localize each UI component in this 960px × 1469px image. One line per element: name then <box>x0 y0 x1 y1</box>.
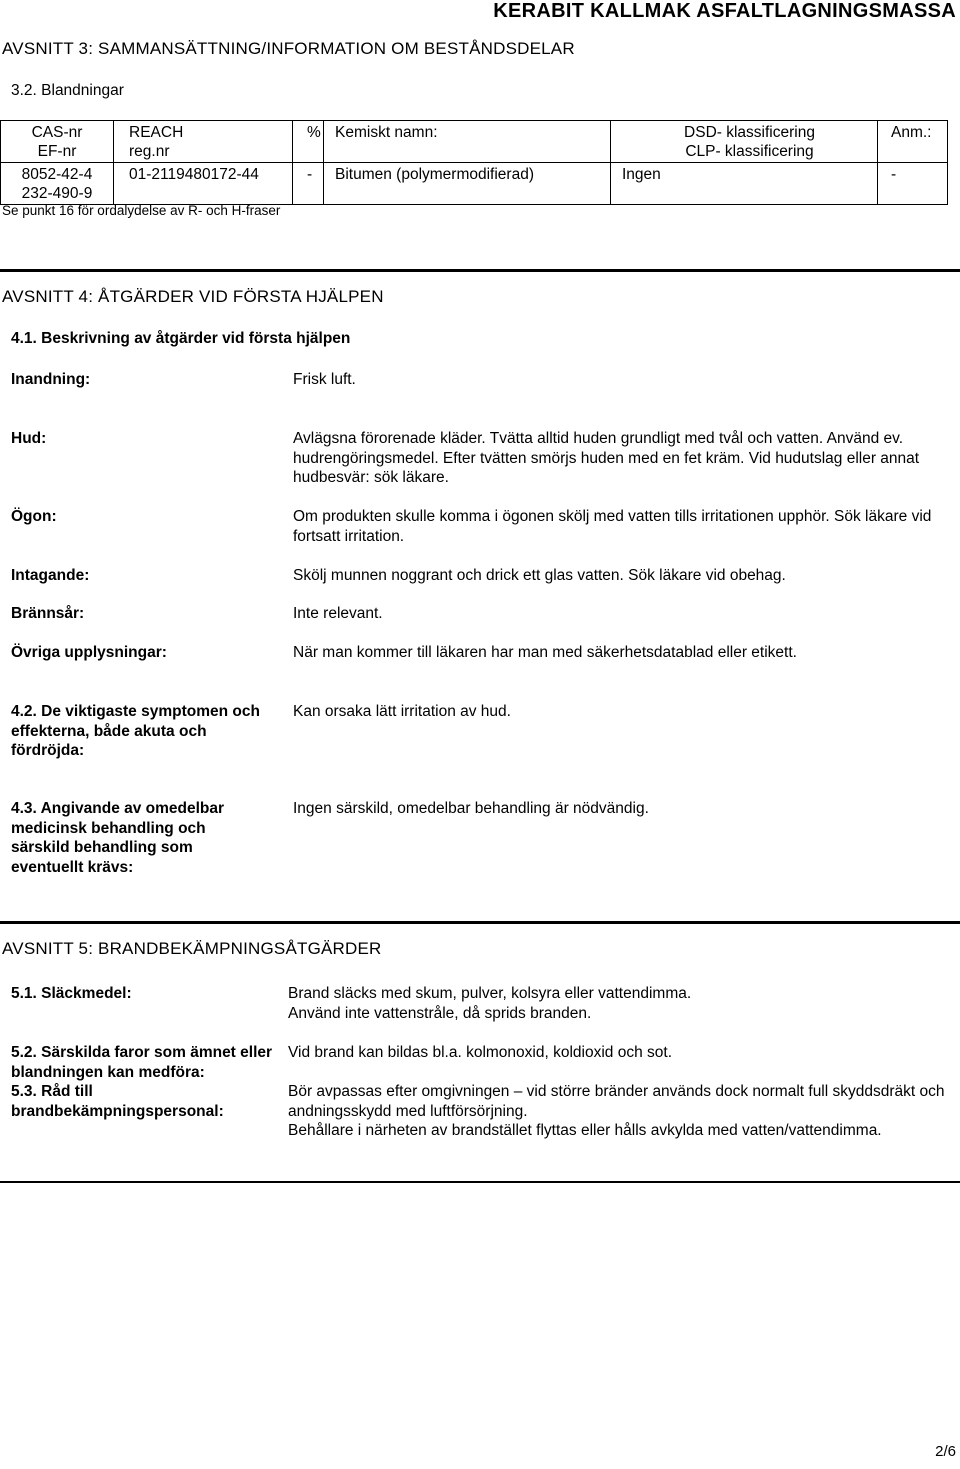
section-divider <box>0 921 960 924</box>
table-header-row <box>1 121 948 163</box>
chemical-name-header: Kemiskt namn: <box>324 121 611 163</box>
cas-cell: 8052-42-4 232-490-9 <box>1 163 114 205</box>
section4-title: AVSNITT 4: ÅTGÄRDER VID FÖRSTA HJÄLPEN <box>2 287 384 306</box>
eyes-label: Ögon: <box>11 508 57 525</box>
product-title: KERABIT KALLMAK ASFALTLAGNINGSMASSA <box>493 0 956 22</box>
other-info-label: Övriga upplysningar: <box>11 644 167 661</box>
percent-cell: - <box>293 163 324 205</box>
inhalation-label: Inandning: <box>11 371 91 388</box>
burns-label: Brännsår: <box>11 605 85 622</box>
treatment-label: 4.3. Angivande av omedelbar medicinsk behandling och särskild behandling som eventuellt krävs: <box>11 800 225 876</box>
classification-header: DSD- klassificering CLP- klassificering <box>611 121 878 163</box>
other-info-text: När man kommer till läkaren har man med säkerhetsdatablad eller etikett. <box>293 644 797 661</box>
page-number: 2/6 <box>935 1443 956 1460</box>
firefighter-advice-label: 5.3. Råd till brandbekämpningspersonal: <box>11 1083 224 1120</box>
chemical-name-cell: Bitumen (polymermodifierad) <box>324 163 611 205</box>
table-row <box>1 163 948 205</box>
burns-text: Inte relevant. <box>293 605 383 622</box>
section5-title: AVSNITT 5: BRANDBEKÄMPNINGSÅTGÄRDER <box>2 939 382 958</box>
section-divider <box>0 1181 960 1183</box>
symptoms-text: Kan orsaka lätt irritation av hud. <box>293 703 511 720</box>
eyes-text: Om produkten skulle komma i ögonen skölj med vatten tills irritationen upphör. Sök läkare vid fortsatt irritation. <box>293 508 932 545</box>
treatment-text: Ingen särskild, omedelbar behandling är nödvändig. <box>293 800 649 817</box>
skin-label: Hud: <box>11 430 47 447</box>
inhalation-text: Frisk luft. <box>293 371 356 388</box>
special-hazards-text: Vid brand kan bildas bl.a. kolmonoxid, koldioxid och sot. <box>288 1044 672 1061</box>
remarks-cell: - <box>878 163 948 205</box>
firefighter-advice-text: Bör avpassas efter omgivningen – vid större bränder används dock normalt full skyddsdräkt och andningsskydd med luftförsörjning. Behållare i närheten av brandstället flyttas eller hålls avkylda med vatten/vattendimma. <box>288 1083 945 1139</box>
composition-table <box>0 120 948 205</box>
section4-subtitle: 4.1. Beskrivning av åtgärder vid första hjälpen <box>11 330 351 347</box>
symptoms-label: 4.2. De viktigaste symptomen och effekterna, både akuta och fördröjda: <box>11 703 260 759</box>
ingestion-label: Intagande: <box>11 567 90 584</box>
remarks-header: Anm.: <box>878 121 948 163</box>
cas-header: CAS-nr EF-nr <box>1 121 114 163</box>
r-h-phrases-note: Se punkt 16 för ordalydelse av R- och H-fraser <box>2 203 281 218</box>
reach-header: REACH reg.nr <box>114 121 293 163</box>
classification-cell: Ingen <box>611 163 878 205</box>
extinguishing-label: 5.1. Släckmedel: <box>11 985 132 1002</box>
section-divider <box>0 269 960 272</box>
special-hazards-label: 5.2. Särskilda faror som ämnet eller blandningen kan medföra: <box>11 1044 273 1081</box>
extinguishing-text: Brand släcks med skum, pulver, kolsyra eller vattendimma. Använd inte vattenstråle, då sprids branden. <box>288 985 692 1022</box>
skin-text: Avlägsna förorenade kläder. Tvätta alltid huden grundligt med tvål och vatten. Använd ev. hudrengöringsmedel. Efter tvätten smörjs huden med en fet kräm. Vid hudutslag eller annat hudbesvär: sök läkare. <box>293 430 920 486</box>
section3-title: AVSNITT 3: SAMMANSÄTTNING/INFORMATION OM BESTÅNDSDELAR <box>2 39 575 58</box>
ingestion-text: Skölj munnen noggrant och drick ett glas vatten. Sök läkare vid obehag. <box>293 567 786 584</box>
section3-subtitle: 3.2. Blandningar <box>11 82 124 99</box>
percent-header: % <box>293 121 324 163</box>
reach-cell: 01-2119480172-44 <box>114 163 293 205</box>
